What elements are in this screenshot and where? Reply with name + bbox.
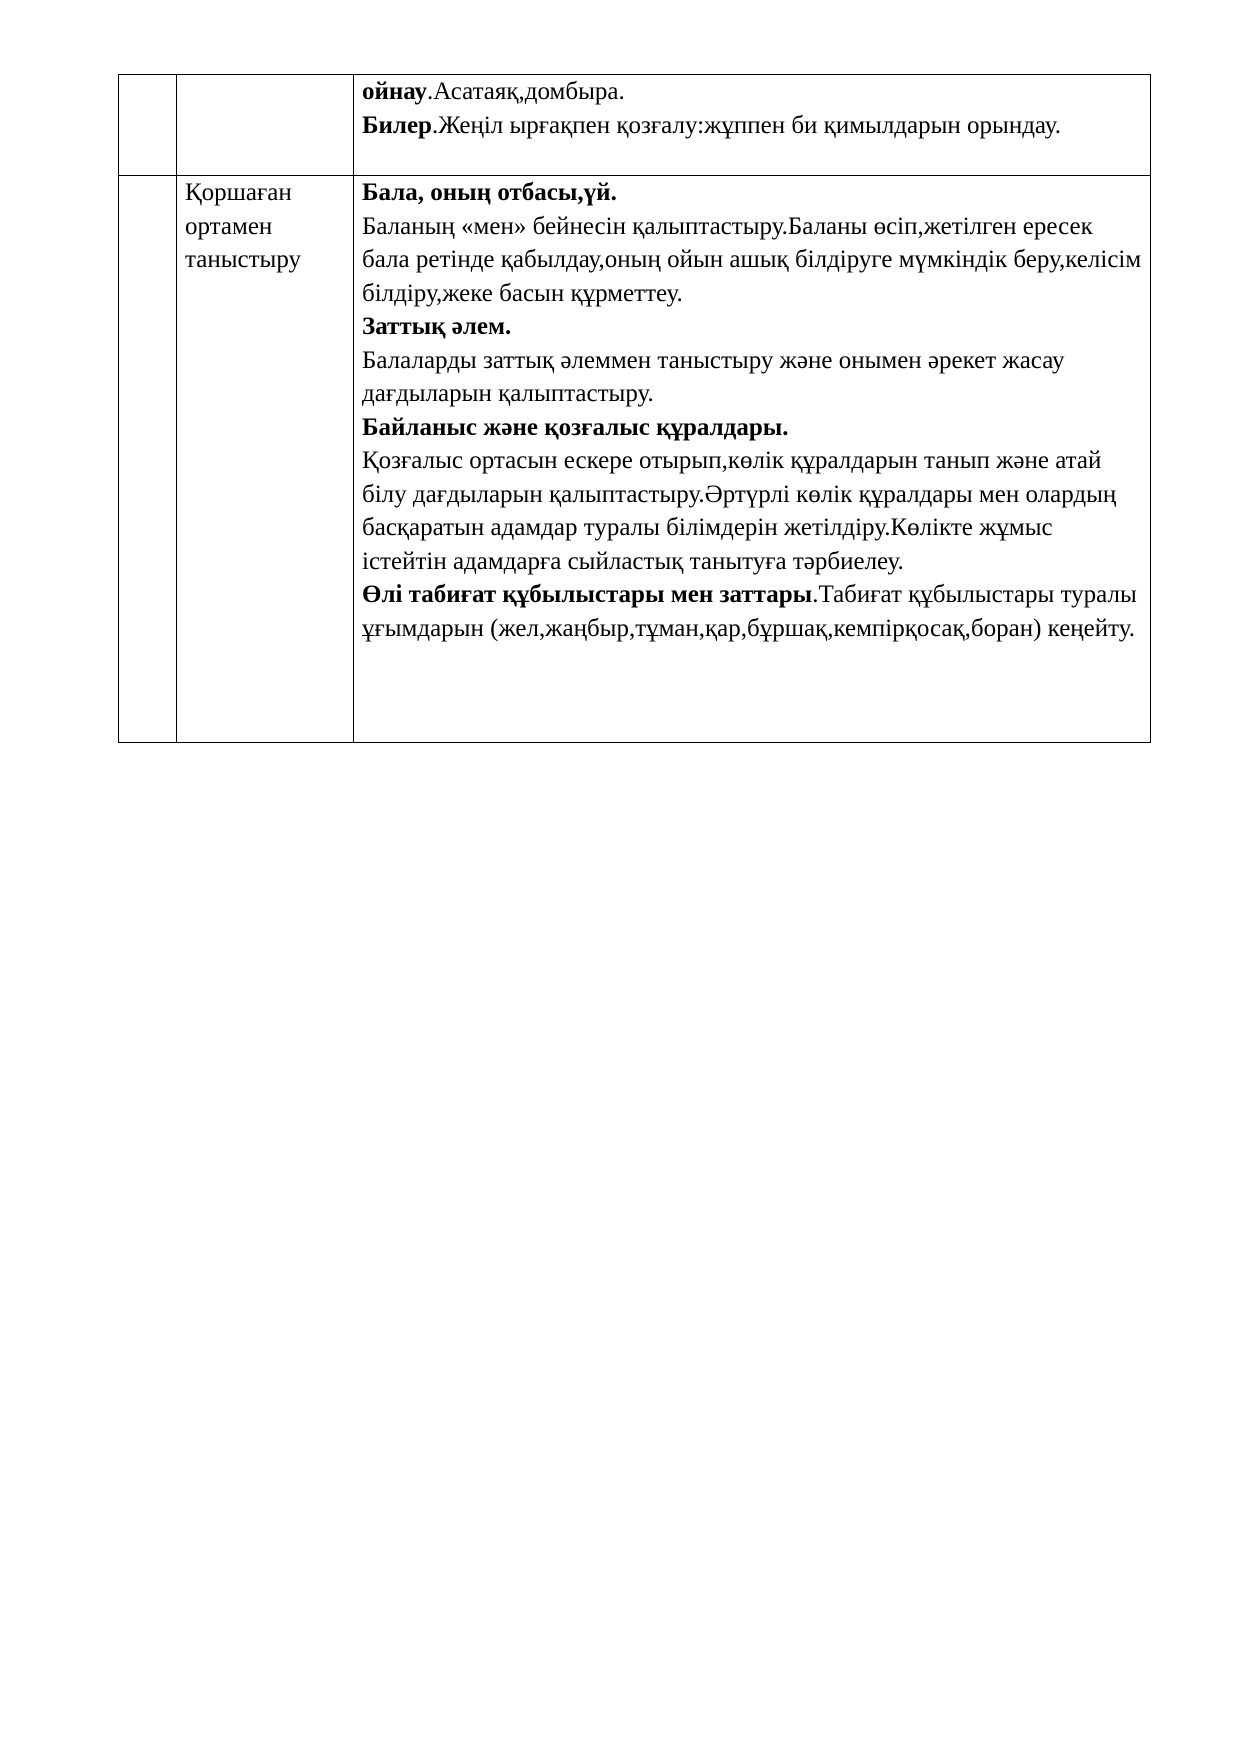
table-row [119, 176, 1151, 743]
paragraph-text: Қозғалыс ортасын ескере отырып,көлік құралдарын танып және атай білу дағдыларын қалыптастыру.Әртүрлі көлік құралдары мен олардың басқаратын адамдар туралы білімдерін жетілдіру.Көлікте жұмыс істейтін адамдарға сыйластық танытуға тәрбиелеу. [362, 447, 1117, 575]
bold-term: Билер [362, 111, 432, 139]
section-heading: Заттық әлем. [362, 313, 512, 340]
paragraph-text: Балаларды заттық әлеммен таныстыру және онымен әрекет жасау дағдыларын қалыптастыру. [362, 346, 1065, 407]
paragraph-text: .Жеңіл ырғақпен қозғалу:жұппен би қимылдарын орындау. [431, 111, 1062, 139]
row-number-cell [119, 75, 177, 176]
subject-cell [177, 75, 354, 176]
content-paragraph [362, 78, 625, 105]
bold-term: ойнау [362, 78, 428, 105]
section-heading: Байланыс және қозғалыс құралдары. [362, 413, 789, 441]
content-cell [354, 75, 1151, 176]
paragraph-text: Баланың «мен» бейнесін қалыптастыру.Баланы өсіп,жетілген ересек бала ретінде қабылдау,оның ойын ашық білдіруге мүмкіндік беру,келісім білдіру,жеке басын құрметтеу. [362, 212, 1142, 307]
section-heading: Өлі табиғат құбылыстары мен заттары [362, 581, 813, 608]
subject-cell: Қоршаған ортамен таныстыру [177, 176, 354, 743]
row-number-cell [119, 176, 177, 743]
content-cell [354, 176, 1151, 743]
content-paragraph [362, 578, 1142, 645]
paragraph-text: .Табиғат құбылыстары туралы ұғымдарын (жел,жаңбыр,тұман,қар,бұршақ,кемпірқосақ,боран) кеңейту. [362, 581, 1137, 642]
section-heading: Бала, оның отбасы,үй. [362, 179, 617, 206]
paragraph-text: .Асатаяқ,домбыра. [427, 78, 625, 105]
content-paragraph [362, 112, 1061, 139]
curriculum-table [118, 74, 1151, 743]
table-row [119, 75, 1151, 176]
